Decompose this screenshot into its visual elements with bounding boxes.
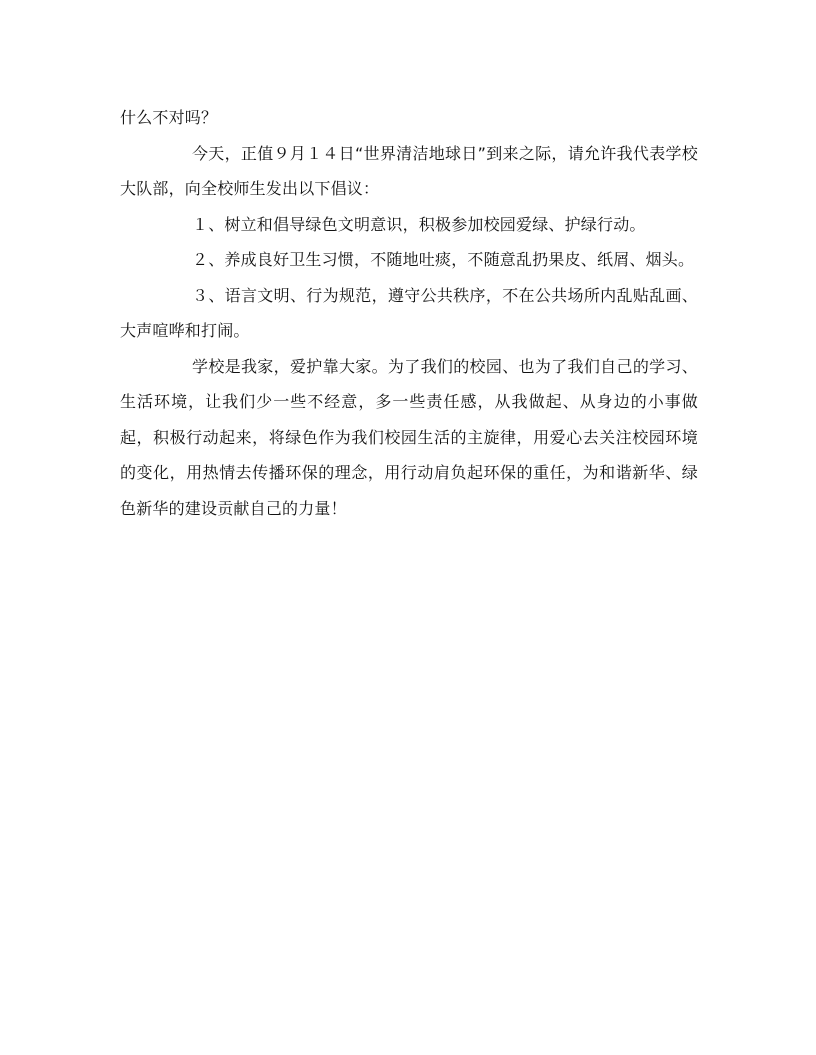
paragraph-proposal-1: １、树立和倡导绿色文明意识，积极参加校园爱绿、护绿行动。 [192, 214, 646, 234]
document-body [120, 100, 698, 526]
paragraph-intro: 今天，正值９月１４日“世界清洁地球日”到来之际，请允许我代表学校大队部，向全校师生发出以下倡议： [120, 143, 698, 198]
paragraph-closing: 学校是我家，爱护靠大家。为了我们的校园、也为了我们自己的学习、生活环境，让我们少一些不经意，多一些责任感，从我做起、从身边的小事做起，积极行动起来，将绿色作为我们校园生活的主旋律，用爱心去关注校园环境的变化，用热情去传播环保的理念，用行动肩负起环保的重任，为和谐新华、绿色新华的建设贡献自己的力量！ [120, 356, 698, 518]
paragraph-proposal-3: ３、语言文明、行为规范，遵守公共秩序，不在公共场所内乱贴乱画、大声喧哗和打闹。 [120, 285, 698, 340]
paragraph-proposal-2: ２、养成良好卫生习惯，不随地吐痰，不随意乱扔果皮、纸屑、烟头。 [192, 250, 695, 269]
paragraph-continuation: 什么不对吗？ [120, 108, 218, 127]
